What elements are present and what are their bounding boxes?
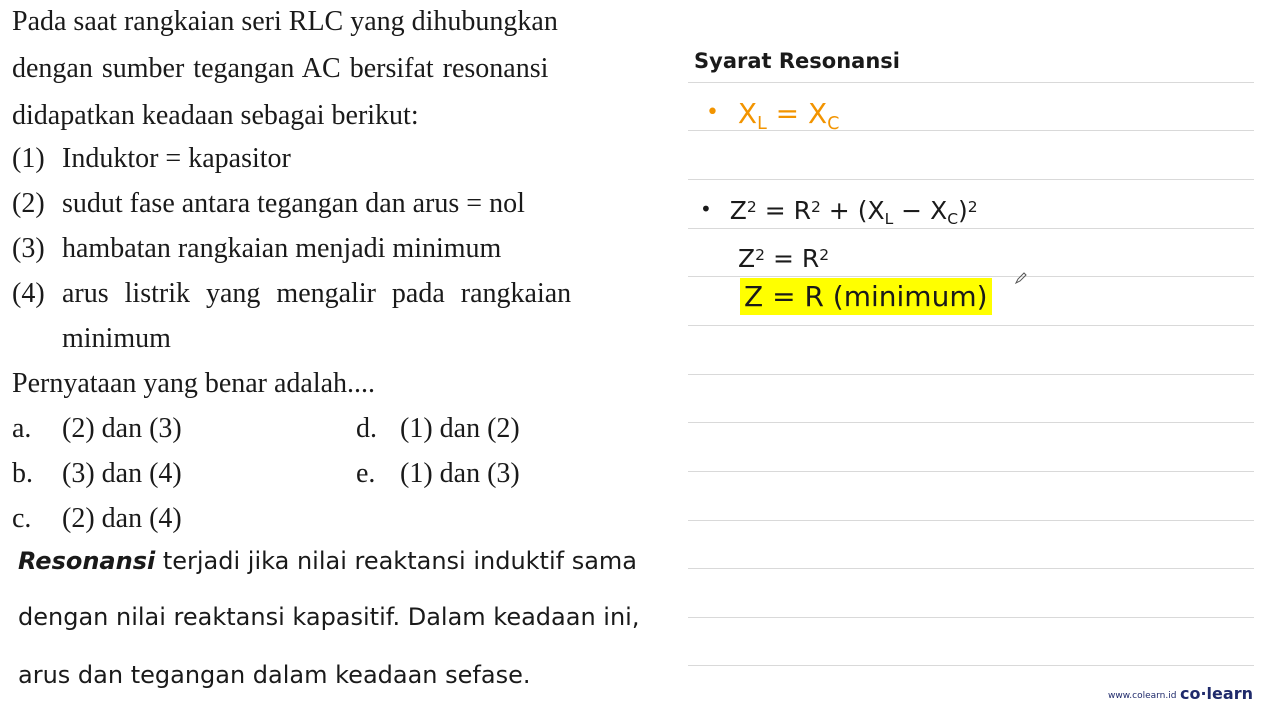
- statement-text: sudut fase antara tegangan dan arus = nol: [62, 188, 525, 219]
- rule-line: [688, 179, 1254, 180]
- equals-r: = R: [765, 244, 820, 273]
- question-intro-line-3: didapatkan keadaan sebagai berikut:: [12, 100, 419, 131]
- rule-line: [688, 617, 1254, 618]
- explanation-bold-term: Resonansi: [18, 547, 156, 575]
- option-letter: d.: [356, 413, 377, 444]
- notes-condition: [706, 97, 840, 134]
- statement-number: (3): [12, 233, 45, 264]
- bullet: •: [706, 100, 719, 125]
- rule-line: [688, 130, 1254, 131]
- statement-number: (2): [12, 188, 45, 219]
- statement-text: Induktor = kapasitor: [62, 143, 291, 174]
- close-paren: ): [958, 196, 968, 225]
- notes-simplified-equation: [738, 246, 829, 271]
- option-letter: b.: [12, 458, 33, 489]
- rule-line: [688, 82, 1254, 83]
- explanation-line-3: arus dan tegangan dalam keadaan sefase.: [18, 661, 531, 689]
- xl-symbol: X: [737, 97, 758, 130]
- option-text: (2) dan (3): [62, 413, 182, 444]
- brand-url: www.colearn.id: [1108, 691, 1177, 701]
- rule-line: [688, 471, 1254, 472]
- equals-sign: =: [766, 97, 809, 130]
- z-symbol: Z: [729, 196, 747, 225]
- question-intro-line-1: Pada saat rangkaian seri RLC yang dihubungkan: [12, 6, 558, 37]
- notes-heading: Syarat Resonansi: [694, 49, 900, 73]
- question-prompt: Pernyataan yang benar adalah....: [12, 368, 376, 399]
- rule-line: [688, 422, 1254, 423]
- option-letter: c.: [12, 503, 32, 534]
- brand-logo: co·learn: [1180, 684, 1253, 703]
- superscript: 2: [967, 198, 978, 217]
- option-text: (2) dan (4): [62, 503, 182, 534]
- explanation-line-1-text: terjadi jika nilai reaktansi induktif sama: [155, 547, 638, 575]
- pencil-cursor-icon: [1013, 270, 1029, 286]
- question-intro-line-2: dengan sumber tegangan AC bersifat resonansi: [12, 53, 549, 84]
- explanation-line-2: dengan nilai reaktansi kapasitif. Dalam keadaan ini,: [18, 603, 640, 631]
- option-letter: a.: [12, 413, 32, 444]
- result-highlight: Z = R (minimum): [740, 278, 992, 315]
- notes-impedance-equation: [700, 196, 978, 228]
- rule-line: [688, 228, 1254, 229]
- z-symbol: Z: [738, 244, 756, 273]
- xl-subscript: L: [884, 209, 894, 228]
- xc-symbol: X: [808, 97, 828, 130]
- bullet: •: [700, 197, 712, 221]
- xl-subscript: L: [757, 113, 767, 134]
- option-text: (1) dan (3): [400, 458, 520, 489]
- superscript: 2: [755, 246, 766, 265]
- option-letter: e.: [356, 458, 376, 489]
- plus-xl: + (X: [820, 196, 885, 225]
- rule-line: [688, 520, 1254, 521]
- superscript: 2: [746, 198, 757, 217]
- explanation-line-1: [18, 549, 637, 573]
- rule-line: [688, 276, 1254, 277]
- rule-line: [688, 374, 1254, 375]
- minus-xc: − X: [893, 196, 948, 225]
- notes-result: [740, 280, 992, 313]
- statement-number: (1): [12, 143, 45, 174]
- superscript: 2: [810, 198, 821, 217]
- xc-subscript: C: [947, 209, 959, 228]
- rule-line: [688, 568, 1254, 569]
- statement-text-continued: minimum: [62, 323, 171, 354]
- option-text: (3) dan (4): [62, 458, 182, 489]
- superscript: 2: [819, 246, 830, 265]
- statement-number: (4): [12, 278, 45, 309]
- option-text: (1) dan (2): [400, 413, 520, 444]
- xc-subscript: C: [827, 113, 840, 134]
- rule-line: [688, 325, 1254, 326]
- statement-text: hambatan rangkaian menjadi minimum: [62, 233, 502, 264]
- rule-line: [688, 665, 1254, 666]
- statement-text: arus listrik yang mengalir pada rangkaian: [62, 278, 572, 309]
- equals-r: = R: [756, 196, 811, 225]
